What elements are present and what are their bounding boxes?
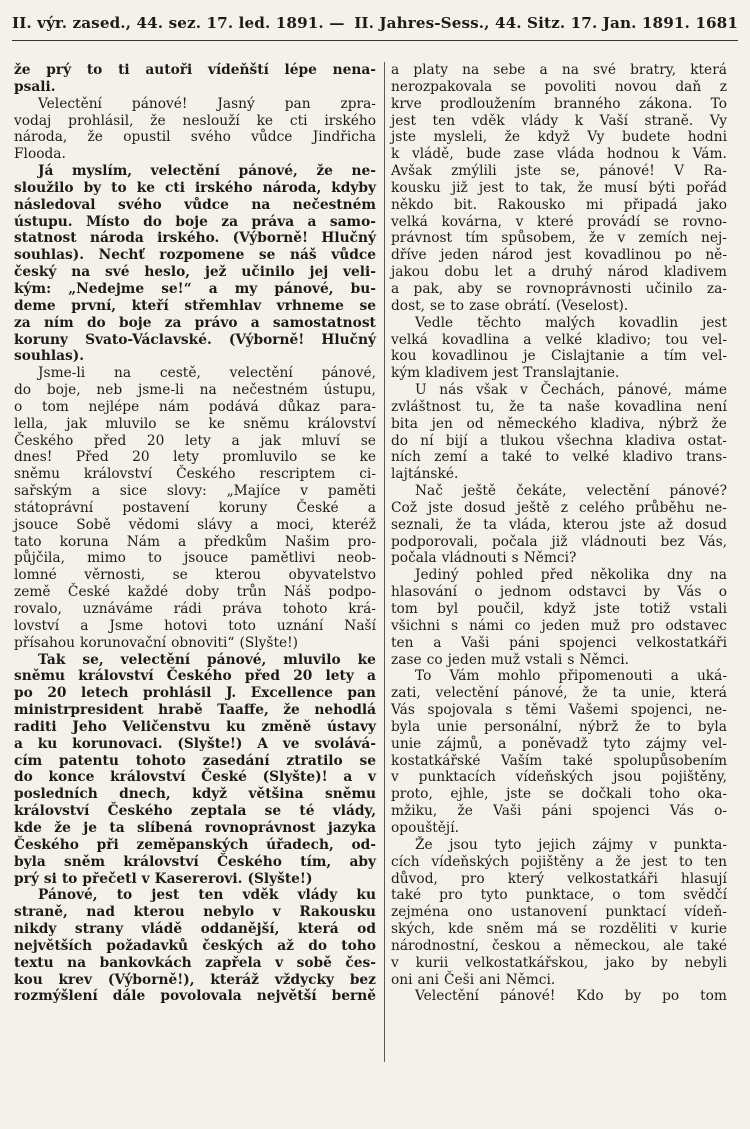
text-line: souhlas). Nechť rozpomene se náš vůdce: [14, 247, 376, 264]
text-line: Jsme-li na cestě, velectění pánové,: [38, 365, 376, 382]
text-line: textu na bankovkách zapřela v sobě čes-: [14, 954, 376, 971]
text-line: jest ten vděk vlády k Vaší straně. Vy: [391, 112, 727, 129]
text-line: byla unie personální, nýbrž že to byla: [391, 718, 727, 735]
text-line: Vedle těchto malých kovadlin jest: [415, 314, 727, 331]
text-line: ten a Vaši páni spojenci velkostatkáři: [391, 634, 727, 651]
text-line: do konce království České (Slyšte)! a v: [14, 769, 376, 786]
text-line: sněmu království Českého rescriptem ci-: [14, 466, 376, 483]
text-line: unie zájmů, a poněvadž tyto zájmy vel-: [391, 735, 727, 752]
text-line: krve prodloužením branného zákona. To: [391, 95, 727, 112]
running-header: [12, 14, 738, 41]
text-line: rozmýšlení dále povolovala největší berně: [14, 988, 376, 1005]
column-divider: [384, 62, 385, 1062]
text-line: opouštějí.: [391, 819, 459, 836]
text-line: lomné věrnosti, se kterou obyvatelstvo: [14, 567, 376, 584]
text-line: Což jste dosud ještě z celého průběhu ne-: [391, 499, 727, 516]
text-line: národnostní, českou a německou, ale také: [391, 937, 727, 954]
text-line: podporovali, počala již vládnouti bez Vás,: [391, 533, 727, 550]
text-line: nikdy strany vládě oddanější, která od: [14, 921, 376, 938]
header-right: [354, 14, 738, 32]
text-line: seznali, že ta vláda, kterou jste až dosud: [391, 516, 727, 533]
text-line: počala vládnouti s Němci?: [391, 550, 577, 567]
text-line: cím patentu tohoto zasedání ztratilo se: [14, 752, 376, 769]
text-line: v kurii velkostatkářskou, jako by nebyli: [391, 954, 727, 971]
text-line: U nás však v Čechách, pánové, máme: [415, 382, 727, 399]
text-line: k vládě, bude zase vláda hodnou k Vám.: [391, 146, 727, 163]
text-line: hlasování o jednom odstavci by Vás o: [391, 584, 727, 601]
text-line: raditi Jeho Veličenstvu ku změně ústavy: [14, 718, 376, 735]
text-line: že prý to ti autoři vídeňští lépe nena-: [14, 62, 376, 78]
text-line: oni ani Češi ani Němci.: [391, 971, 556, 988]
text-line: všichni s námi co jeden muž pro odstavec: [391, 617, 727, 634]
text-line: království Českého zeptala se té vlády,: [14, 803, 376, 820]
text-line: proto, ejhle, jste se dočkali toho oka-: [391, 786, 727, 803]
text-line: koruny Svato-Václavské. (Výborně! Hlučný: [14, 331, 376, 348]
text-line: ústupu. Místo do boje za práva a samo-: [14, 213, 376, 230]
text-line: nerozpakovala se povoliti novou daň z: [391, 78, 727, 95]
text-line: Velectění pánové! Jasný pan zpra-: [38, 95, 376, 112]
text-line: jste mysleli, že když Vy budete hodni: [391, 129, 727, 146]
text-line: Flooda.: [14, 146, 66, 163]
text-line: vodaj prohlásil, že neslouží ke cti irského: [14, 112, 376, 129]
text-line: Českého před 20 lety a jak mluví se: [14, 432, 376, 449]
text-line: To Vám mohlo připomenouti a uká-: [415, 668, 727, 685]
text-line: Českého při zeměpanských úřadech, od-: [14, 836, 376, 853]
text-line: psali.: [14, 78, 56, 95]
text-line: Pánové, to jest ten vděk vlády ku: [38, 887, 376, 904]
header-left: [12, 14, 344, 32]
text-line: v punktacích vídeňských jsou pojištěny,: [391, 769, 727, 786]
text-line: také pro tyto punktace, o tom svědčí: [391, 887, 727, 904]
text-line: posledních dnech, když většina sněmu: [14, 786, 376, 803]
text-line: cích vídeňských pojištěny a že jest to ten: [391, 853, 727, 870]
text-line: velká kovárna, v které provádí se rovno-: [391, 213, 727, 230]
text-line: Tak se, velectění pánové, mluvilo ke: [38, 651, 376, 668]
header-left-text: II. výr. zased., 44. sez. 17. led. 1891.: [12, 14, 324, 32]
text-line: národa, že opustil svého vůdce Jindřicha: [14, 129, 376, 146]
text-line: Že jsou tyto jejich zájmy v punkta-: [415, 836, 727, 853]
text-line: do boje, neb jsme-li na nečestném ústupu,: [14, 382, 376, 399]
text-line: Velectění pánové! Kdo by po tom: [415, 988, 727, 1005]
text-line: ministrpresident hrabě Taaffe, že nehodlá: [14, 702, 376, 719]
text-line: Avšak zmýlili jste se, pánové! V Ra-: [391, 163, 727, 180]
header-right-text: II. Jahres-Sess., 44. Sitz. 17. Jan. 1891.: [354, 14, 690, 32]
text-line: prý si to přečetl v Kasererovi. (Slyšte!): [14, 870, 313, 887]
text-line: kostatkářské Vaším také spolupůsobením: [391, 752, 727, 769]
text-line: Já myslím, velectění pánové, že ne-: [38, 163, 376, 180]
text-line: kousku již jest to tak, že musí býti pořád: [391, 179, 727, 196]
text-line: důvod, pro který velkostatkáři hlasují: [391, 870, 727, 887]
text-line: největších požadavků českých až do toho: [14, 937, 376, 954]
text-line: kde že je ta slíbená rovnoprávnost jazyka: [14, 819, 376, 836]
text-line: sněmu království Českého před 20 lety a: [14, 668, 376, 685]
left-text-column: [14, 62, 376, 1005]
text-line: o tom nejlépe nám podává důkaz para-: [14, 398, 376, 415]
text-line: deme první, kteří střemhlav vrhneme se: [14, 297, 376, 314]
text-line: statnost národa irského. (Výborně! Hlučný: [14, 230, 376, 247]
text-line: velká kovadlina a velké kladivo; tou vel-: [391, 331, 727, 348]
header-separator: —: [329, 14, 345, 32]
text-line: zase co jeden muž vstali s Němci.: [391, 651, 630, 668]
text-line: tom byl poučil, když jste totiž vstali: [391, 601, 727, 617]
text-line: lella, jak mluvilo se ke sněmu království: [14, 415, 376, 432]
text-line: státoprávní postavení koruny České a: [14, 499, 376, 516]
text-line: bita jen od německého kladiva, nýbrž že: [391, 415, 727, 432]
text-line: mžiku, že Vaši páni spojenci Vás o-: [391, 803, 727, 820]
text-line: ských, kde sněm má se rozděliti v kurie: [391, 921, 727, 938]
text-line: kým: „Nedejme se!“ a my pánové, bu-: [14, 280, 376, 297]
text-line: kým kladivem jest Translajtanie.: [391, 365, 620, 382]
text-line: dost, se to zase obrátí. (Veselost).: [391, 297, 629, 314]
text-line: půjčila, mimo to jsouce pamětlivi neob-: [14, 550, 376, 567]
text-line: sařským a sice slovy: „Majíce v paměti: [14, 483, 376, 500]
text-line: rovalo, uznáváme rádi práva tohoto krá-: [14, 601, 376, 617]
page-number: 1681: [695, 14, 738, 32]
text-line: straně, nad kterou nebylo v Rakousku: [14, 904, 376, 921]
text-line: souhlas).: [14, 348, 85, 365]
text-line: dříve jeden národ jest kovadlinou po ně-: [391, 247, 727, 264]
text-line: kou kovadlinou je Cislajtanie a tím vel-: [391, 348, 727, 365]
text-line: přísahou korunovační obnoviti“ (Slyšte!): [14, 634, 299, 651]
text-line: lovství a Jsme hotovi toto uznání Naší: [14, 617, 376, 634]
text-line: a platy na sebe a na své bratry, která: [391, 62, 727, 78]
text-line: byla sněm království Českého tím, aby: [14, 853, 376, 870]
text-line: lajtánské.: [391, 466, 459, 483]
text-line: a ku korunovaci. (Slyšte!) A ve svolává-: [14, 735, 376, 752]
text-line: někdo bit. Rakousko mi připadá jako: [391, 196, 727, 213]
text-line: kou krev (Výborně!), kteráž vždycky bez: [14, 971, 376, 988]
text-line: tato koruna Nám a předkům Našim pro-: [14, 533, 376, 550]
text-line: zati, velectění pánové, že ta unie, která: [391, 685, 727, 702]
text-line: za ním do boje za právo a samostatnost: [14, 314, 376, 331]
text-line: po 20 letech prohlásil J. Excellence pan: [14, 685, 376, 702]
text-line: dnes! Před 20 lety promluvilo se ke: [14, 449, 376, 466]
text-line: zvláštnost tu, že ta naše kovadlina není: [391, 398, 727, 415]
text-line: Jediný pohled před několika dny na: [415, 567, 727, 584]
text-line: ních zemí a také to velké kladivo trans-: [391, 449, 727, 466]
text-line: do ní bijí a tlukou všechna kladiva ostat-: [391, 432, 727, 449]
text-line: země České každé doby trůn Náš podpo-: [14, 584, 376, 601]
text-line: český na své heslo, jež učinilo jej veli-: [14, 264, 376, 281]
text-line: Vás spojovala s těmi Vašemi spojenci, ne-: [391, 702, 727, 719]
text-line: a pak, aby se rovnoprávnosti učinilo za-: [391, 280, 727, 297]
text-line: jakou dobu let a druhý národ kladivem: [391, 264, 727, 281]
text-line: právnost tím spůsobem, že v zemích nej-: [391, 230, 727, 247]
text-line: sloužilo by to ke cti irského národa, kdyby: [14, 179, 376, 196]
text-line: následoval svého vůdce na nečestném: [14, 196, 376, 213]
text-line: jsouce Sobě vědomi slávy a moci, kteréž: [14, 516, 376, 533]
text-line: zejména ono ustanovení punktací vídeň-: [391, 904, 727, 921]
right-text-column: [391, 62, 727, 1005]
text-line: Nač ještě čekáte, velectění pánové?: [415, 483, 727, 500]
